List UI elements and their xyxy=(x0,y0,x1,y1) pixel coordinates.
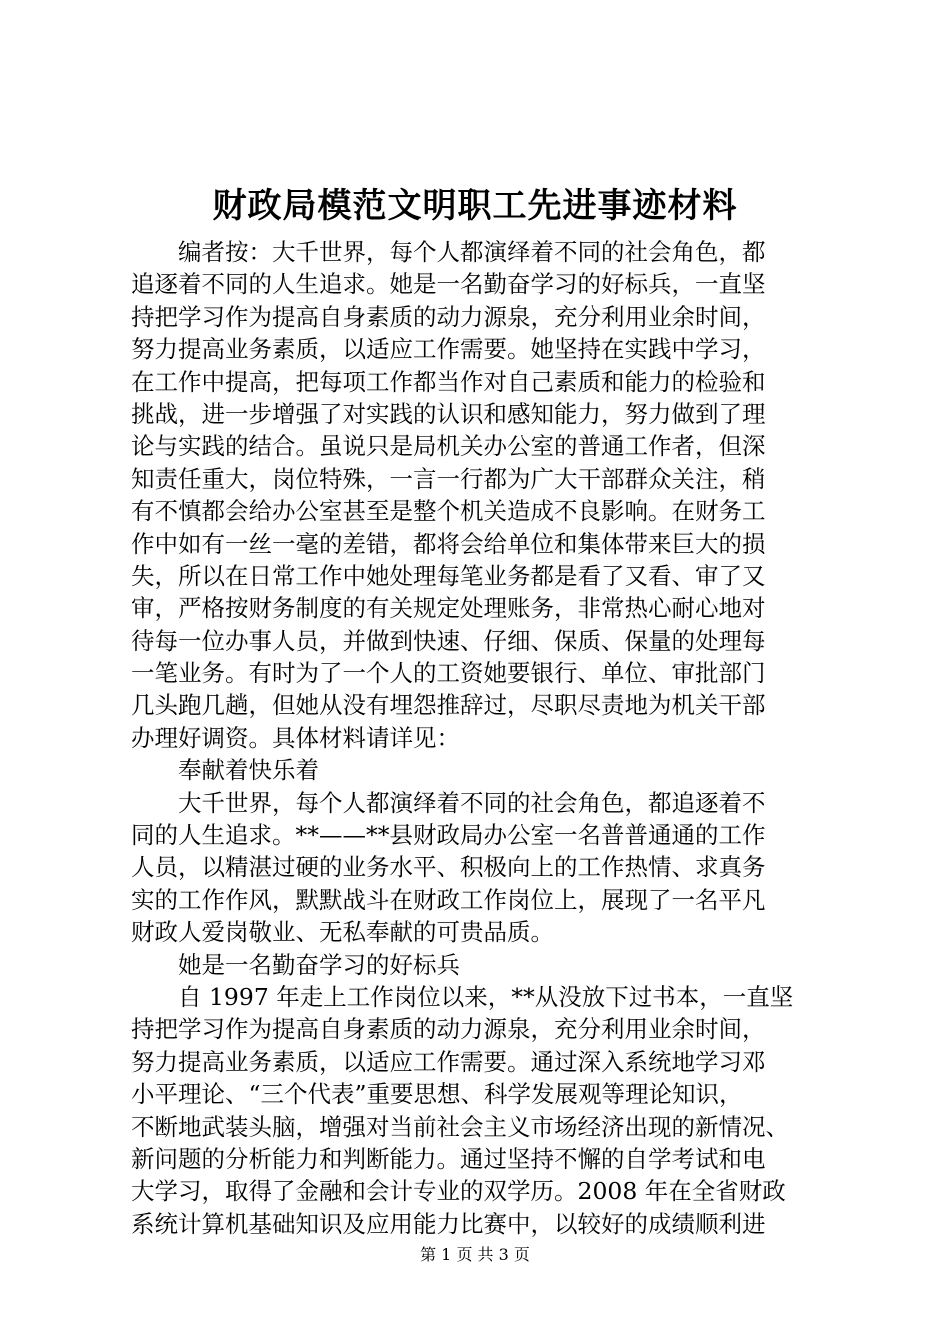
text-line: 大千世界，每个人都演绎着不同的社会角色，都追逐着不 xyxy=(178,788,766,817)
text-line: 论与实践的结合。虽说只是局机关办公室的普通工作者，但深 xyxy=(131,432,766,461)
text-line: 小平理论、“三个代表”重要思想、科学发展观等理论知识， xyxy=(131,1080,743,1109)
text-line: 努力提高业务素质，以适应工作需要。她坚持在实践中学习， xyxy=(131,335,766,364)
text-line: 追逐着不同的人生追求。她是一名勤奋学习的好标兵，一直坚 xyxy=(131,270,766,299)
text-line: 她是一名勤奋学习的好标兵 xyxy=(178,950,460,979)
page-footer: 第 1 页 共 3 页 xyxy=(420,1245,530,1264)
text-line: 实的工作作风，默默战斗在财政工作岗位上，展现了一名平凡 xyxy=(131,885,766,914)
text-line: 作中如有一丝一毫的差错，都将会给单位和集体带来巨大的损 xyxy=(131,529,766,558)
text-line: 知责任重大，岗位特殊，一言一行都为广大干部群众关注，稍 xyxy=(131,464,766,493)
document-body xyxy=(131,236,831,1240)
text-line: 审，严格按财务制度的有关规定处理账务，非常热心耐心地对 xyxy=(131,594,766,623)
text-line: 在工作中提高，把每项工作都当作对自己素质和能力的检验和 xyxy=(131,367,766,396)
text-line: 失，所以在日常工作中她处理每笔业务都是看了又看、审了又 xyxy=(131,561,766,590)
text-line: 一笔业务。有时为了一个人的工资她要银行、单位、审批部门 xyxy=(131,659,766,688)
text-line: 奉献着快乐着 xyxy=(178,756,319,785)
text-line: 几头跑几趟，但她从没有埋怨推辞过，尽职尽责地为机关干部 xyxy=(131,691,766,720)
text-line: 持把学习作为提高自身素质的动力源泉，充分利用业余时间， xyxy=(131,1015,766,1044)
text-line: 不断地武装头脑，增强对当前社会主义市场经济出现的新情况、 xyxy=(131,1112,789,1141)
text-line: 努力提高业务素质，以适应工作需要。通过深入系统地学习邓 xyxy=(131,1047,766,1076)
text-line: 待每一位办事人员，并做到快速、仔细、保质、保量的处理每 xyxy=(131,626,766,655)
text-line: 持把学习作为提高自身素质的动力源泉，充分利用业余时间， xyxy=(131,302,766,331)
text-line: 同的人生追求。**——**县财政局办公室一名普普通通的工作 xyxy=(131,821,766,850)
text-line: 编者按：大千世界，每个人都演绎着不同的社会角色，都 xyxy=(178,238,766,266)
text-line: 挑战，进一步增强了对实践的认识和感知能力，努力做到了理 xyxy=(131,399,766,428)
text-line: 大学习，取得了金融和会计专业的双学历。2008 年在全省财政 xyxy=(131,1177,786,1206)
text-line: 财政人爱岗敬业、无私奉献的可贵品质。 xyxy=(131,918,554,947)
text-line: 自 1997 年走上工作岗位以来，**从没放下过书本，一直坚 xyxy=(178,982,794,1011)
text-line: 新问题的分析能力和判断能力。通过坚持不懈的自学考试和电 xyxy=(131,1144,766,1173)
document-title: 财政局模范文明职工先进事迹材料 xyxy=(212,186,738,226)
text-line: 人员，以精湛过硬的业务水平、积极向上的工作热情、求真务 xyxy=(131,853,766,882)
text-line: 系统计算机基础知识及应用能力比赛中，以较好的成绩顺利进 xyxy=(131,1209,766,1238)
text-line: 办理好调资。具体材料请详见： xyxy=(131,723,460,752)
text-line: 有不慎都会给办公室甚至是整个机关造成不良影响。在财务工 xyxy=(131,497,766,526)
